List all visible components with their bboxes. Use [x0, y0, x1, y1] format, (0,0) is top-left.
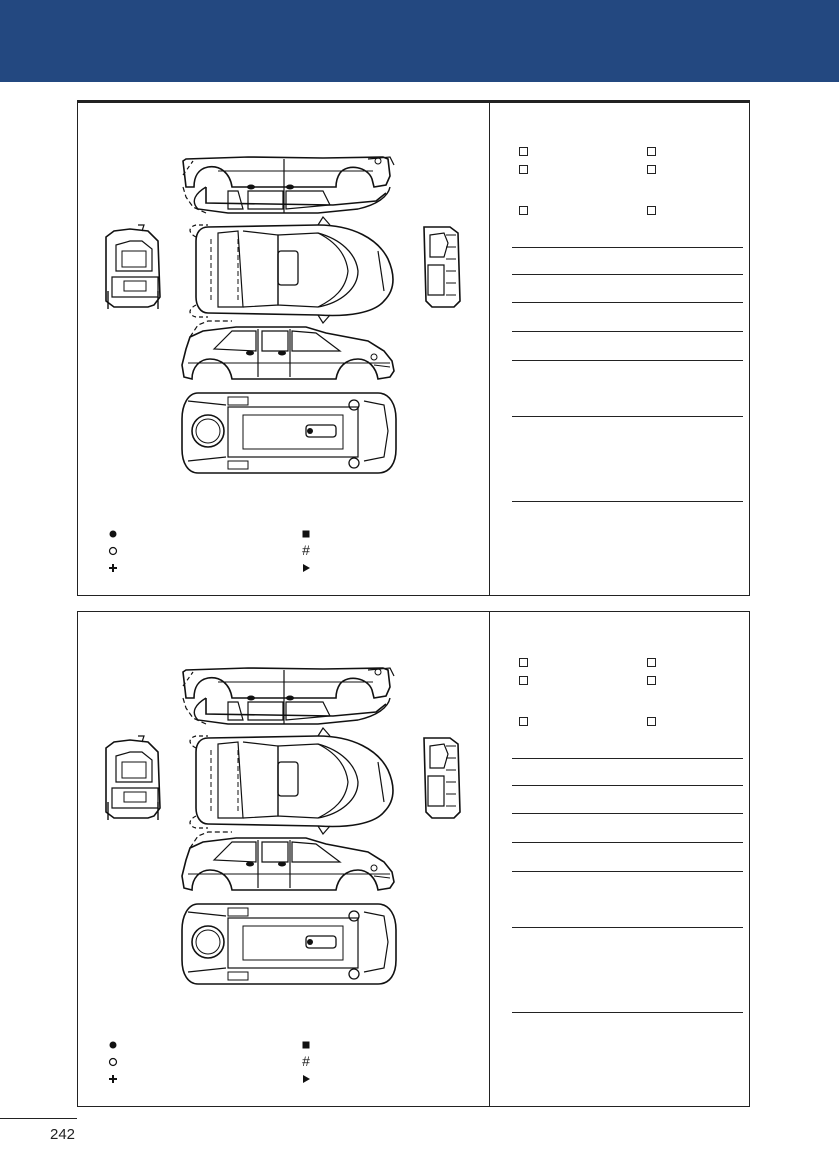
checkbox-3[interactable] [519, 165, 528, 174]
car-damage-diagram [78, 101, 489, 597]
triangle-icon [299, 1072, 313, 1086]
write-line-7[interactable] [512, 501, 743, 502]
checkbox-5[interactable] [519, 206, 528, 215]
checkbox-6[interactable] [647, 717, 656, 726]
page-number: 242 [50, 1126, 76, 1143]
write-line-6[interactable] [512, 927, 743, 928]
plus-icon [106, 1072, 120, 1086]
header-band [0, 0, 839, 82]
write-line-4[interactable] [512, 331, 743, 332]
write-line-5[interactable] [512, 871, 743, 872]
write-line-2[interactable] [512, 274, 743, 275]
checkbox-6[interactable] [647, 206, 656, 215]
circle-icon [106, 544, 120, 558]
checkbox-2[interactable] [647, 658, 656, 667]
write-line-7[interactable] [512, 1012, 743, 1013]
dot-icon [106, 1038, 120, 1052]
checkbox-1[interactable] [519, 147, 528, 156]
checkbox-1[interactable] [519, 658, 528, 667]
write-line-2[interactable] [512, 785, 743, 786]
square-icon [299, 527, 313, 541]
form-column-divider [489, 101, 490, 595]
checkbox-4[interactable] [647, 165, 656, 174]
circle-icon [106, 1055, 120, 1069]
write-line-3[interactable] [512, 813, 743, 814]
write-line-1[interactable] [512, 758, 743, 759]
checkbox-3[interactable] [519, 676, 528, 685]
plus-icon [106, 561, 120, 575]
footer-rule [0, 1118, 77, 1119]
checkbox-2[interactable] [647, 147, 656, 156]
square-icon [299, 1038, 313, 1052]
triangle-icon [299, 561, 313, 575]
dot-icon [106, 527, 120, 541]
form-column-divider [489, 612, 490, 1106]
write-line-4[interactable] [512, 842, 743, 843]
checkbox-5[interactable] [519, 717, 528, 726]
write-line-1[interactable] [512, 247, 743, 248]
write-line-6[interactable] [512, 416, 743, 417]
hash-icon: # [302, 1053, 310, 1069]
checkbox-4[interactable] [647, 676, 656, 685]
car-damage-diagram [78, 612, 489, 1108]
damage-report-form-1 [77, 100, 750, 596]
damage-report-form-2 [77, 611, 750, 1107]
write-line-3[interactable] [512, 302, 743, 303]
hash-icon: # [302, 542, 310, 558]
write-line-5[interactable] [512, 360, 743, 361]
